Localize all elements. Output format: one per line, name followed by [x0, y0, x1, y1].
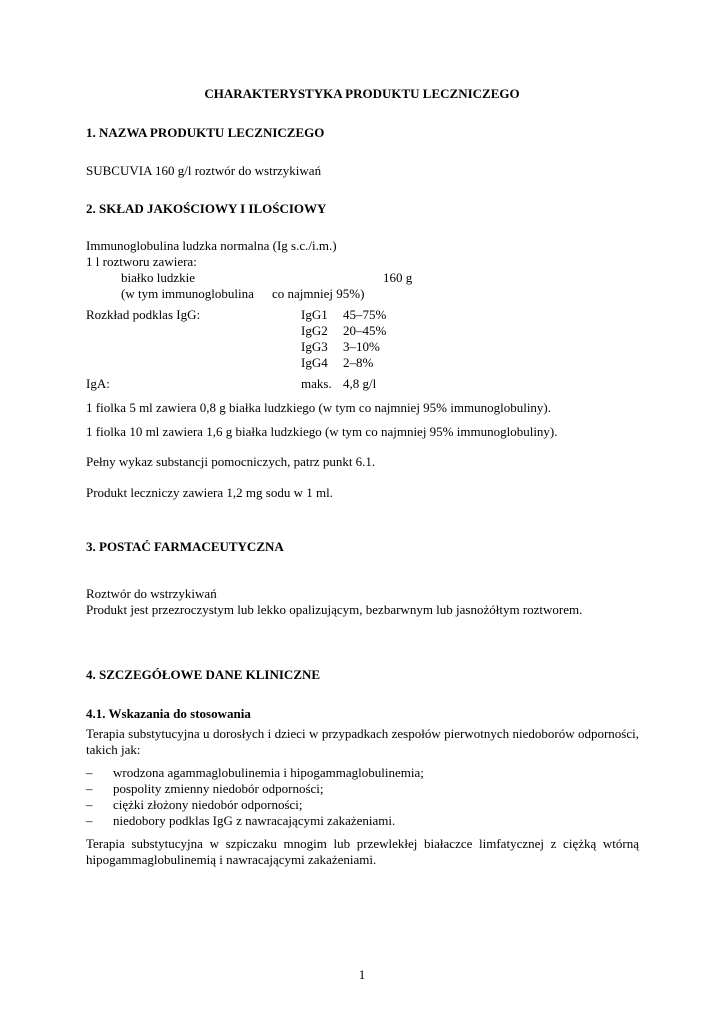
composition-line-2: 1 l roztworu zawiera: [86, 254, 197, 269]
subclass-range: 20–45% [343, 323, 387, 338]
subclass-range: 2–8% [343, 355, 374, 370]
subclass-name: IgG2 [301, 323, 328, 338]
bullet-text: wrodzona agammaglobulinemia i hipogammaglobulinemia; [113, 765, 424, 780]
vial-10ml: 1 fiolka 10 ml zawiera 1,6 g białka ludzkiego (w tym co najmniej 95% immunoglobuliny). [86, 424, 558, 439]
immunoglobulin-label: (w tym immunoglobulina [121, 286, 254, 301]
dash-bullet: – [86, 813, 93, 828]
subclass-name: IgG4 [301, 355, 328, 370]
iga-label: IgA: [86, 376, 110, 391]
subclass-name: IgG3 [301, 339, 328, 354]
pharmaceutical-form: Roztwór do wstrzykiwań [86, 586, 217, 601]
subclass-range: 45–75% [343, 307, 387, 322]
form-description: Produkt jest przezroczystym lub lekko opalizującym, bezbarwnym lub jasnożółtym roztworem. [86, 602, 583, 617]
immunoglobulin-value: co najmniej 95%) [272, 286, 365, 301]
subclass-range: 3–10% [343, 339, 380, 354]
iga-max: maks. [301, 376, 332, 391]
section-3-heading: 3. POSTAĆ FARMACEUTYCZNA [86, 539, 284, 554]
indications-outro: Terapia substytucyjna w szpiczaku mnogim lub przewlekłej białaczce limfatycznej z ciężką wtórną hipogammaglobulinemią i nawracającymi zakażeniami. [86, 836, 639, 867]
bullet-text: niedobory podklas IgG z nawracającymi zakażeniami. [113, 813, 396, 828]
bullet-text: ciężki złożony niedobór odporności; [113, 797, 303, 812]
excipients-note: Pełny wykaz substancji pomocniczych, patrz punkt 6.1. [86, 454, 376, 469]
protein-value: 160 g [383, 270, 413, 285]
dash-bullet: – [86, 765, 93, 780]
dash-bullet: – [86, 781, 93, 796]
section-1-heading: 1. NAZWA PRODUKTU LECZNICZEGO [86, 125, 325, 140]
composition-line-1: Immunoglobulina ludzka normalna (Ig s.c./i.m.) [86, 238, 337, 253]
document-title: CHARAKTERYSTYKA PRODUKTU LECZNICZEGO [204, 86, 520, 101]
protein-label: białko ludzkie [121, 270, 196, 285]
sodium-note: Produkt leczniczy zawiera 1,2 mg sodu w 1 ml. [86, 485, 333, 500]
subclass-label: Rozkład podklas IgG: [86, 307, 201, 322]
section-2-heading: 2. SKŁAD JAKOŚCIOWY I ILOŚCIOWY [86, 201, 327, 216]
subclass-name: IgG1 [301, 307, 328, 322]
iga-value: 4,8 g/l [343, 376, 377, 391]
indications-intro: Terapia substytucyjna u dorosłych i dzieci w przypadkach zespołów pierwotnych niedoborów odporności, takich jak: [86, 726, 639, 757]
page-number: 1 [358, 967, 366, 982]
product-name: SUBCUVIA 160 g/l roztwór do wstrzykiwań [86, 163, 322, 178]
section-4-heading: 4. SZCZEGÓŁOWE DANE KLINICZNE [86, 667, 321, 682]
dash-bullet: – [86, 797, 93, 812]
bullet-text: pospolity zmienny niedobór odporności; [113, 781, 324, 796]
vial-5ml: 1 fiolka 5 ml zawiera 0,8 g białka ludzkiego (w tym co najmniej 95% immunoglobuliny). [86, 400, 552, 415]
section-4-1-heading: 4.1. Wskazania do stosowania [86, 706, 251, 721]
